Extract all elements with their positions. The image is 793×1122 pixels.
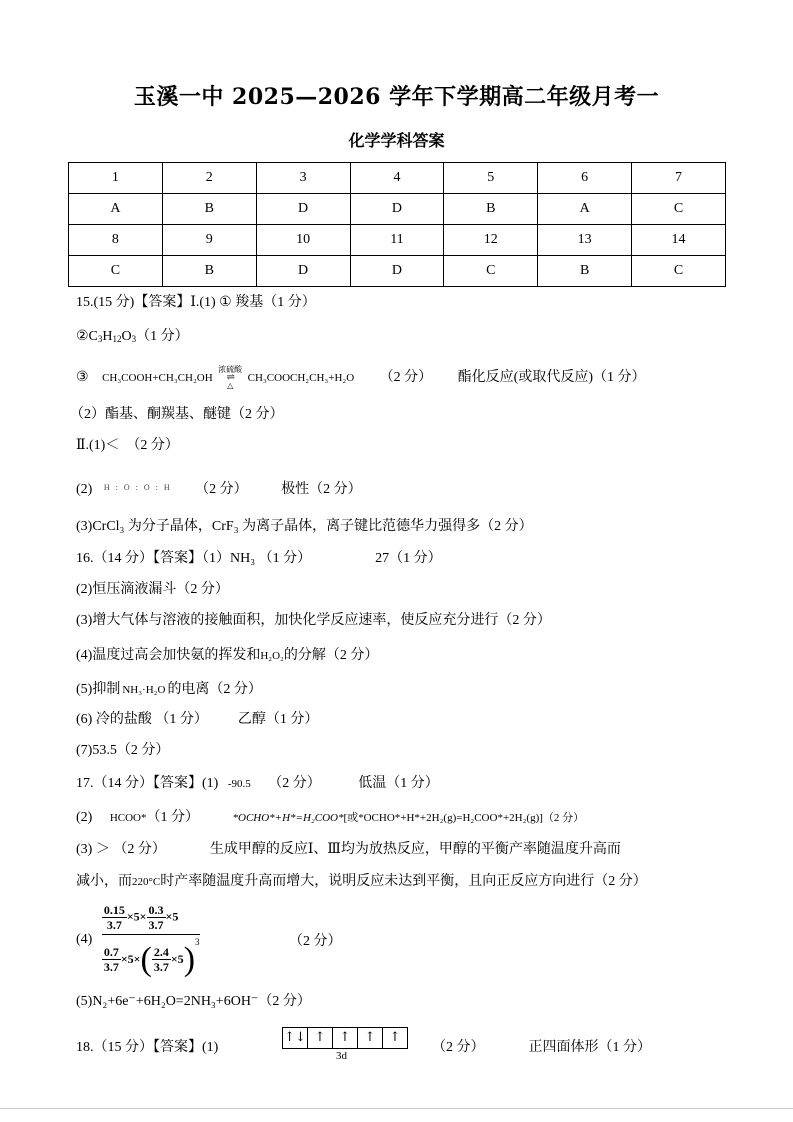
orbital-cell: ↑ (358, 1028, 383, 1048)
page-divider (0, 1108, 793, 1109)
answer-cell: D (350, 194, 444, 225)
q17-line6: (5)N₂+6e⁻+6H₂O=2NH₃+6OH⁻（2 分） (76, 994, 311, 1009)
question-number-cell: 6 (538, 163, 632, 194)
question-number-cell: 10 (256, 225, 350, 256)
answer-cell: B (162, 256, 256, 287)
q15-line7: (3)CrCl₃ 为分子晶体，CrF₃ 为离子晶体，离子键比范德华力强得多（2 分） (76, 519, 533, 534)
answer-cell: D (256, 256, 350, 287)
reaction-condition: 浓硫酸 ⇌ △ (218, 365, 243, 390)
orbital-cell: ↑↓ (283, 1028, 308, 1048)
answer-row (69, 256, 726, 287)
answer-cell: C (632, 194, 726, 225)
q15-line1: 15.(15 分)【答案】Ⅰ.(1) ① 羧基（1 分） (76, 295, 316, 310)
q17-line3: (3) ＞ （2 分） 生成甲醇的反应Ⅰ、Ⅲ均为放热反应，甲醇的平衡产率随温度升高而 (76, 842, 621, 857)
equilibrium-constant-expression: $\frac{0.15}{3.7}$ ×5× $\frac{0.3}{3.7}$ ×5 $\frac{0.7}{3.7}$ ×5×( $\frac{2.4}{3.7}$ ×5)$^3$ (103, 903, 200, 978)
question-number-cell: 4 (350, 163, 444, 194)
question-number-cell: 14 (632, 225, 726, 256)
esterification-equation-right: CH₃COOCH₂CH₃+H₂O (247, 372, 355, 385)
answer-table (68, 162, 726, 287)
q16-line4: (4)温度过高会加快氨的挥发和H₂O₂的分解（2 分） (76, 648, 379, 663)
q16-line2: (2)恒压滴液漏斗（2 分） (76, 582, 229, 597)
q18-line1b: （2 分） 正四面体形（1 分） (432, 1040, 651, 1055)
question-number-cell: 11 (350, 225, 444, 256)
q15-line4: （2）酯基、酮羰基、醚键（2 分） (70, 407, 284, 422)
orbital-label: 3d (336, 1050, 347, 1062)
q15-line3: ③ CH₃COOH+CH₃CH₂OH 浓硫酸 ⇌ △ CH₃COOCH₂CH₃+H₂O （2 分） 酯化反应(或取代反应)（1 分） (76, 365, 646, 390)
question-number-cell: 13 (538, 225, 632, 256)
page-subtitle: 化学学科答案 (348, 131, 445, 150)
q15-line2: $②C_3H_{12}O_3(1$ 分） (76, 329, 189, 344)
answer-cell: D (256, 194, 350, 225)
answer-cell: A (538, 194, 632, 225)
q16-line3: (3)增大气体与溶液的接触面积，加快化学反应速率，使反应充分进行（2 分） (76, 613, 551, 628)
esterification-equation-left: CH₃COOH+CH₃CH₂OH (102, 372, 213, 385)
q18-line1a: 18.（15 分）【答案】(1) (76, 1040, 219, 1055)
q16-line7: (7)53.5（2 分） (76, 743, 170, 758)
answer-cell: D (350, 256, 444, 287)
answer-cell: C (444, 256, 538, 287)
q15-line5: Ⅱ.(1)＜ （2 分） (76, 438, 179, 453)
q15-line6: (2) H : O : O : H （2 分） 极性（2 分） (76, 482, 362, 497)
question-number-cell: 2 (162, 163, 256, 194)
question-number-cell: 1 (69, 163, 163, 194)
question-number-cell: 9 (162, 225, 256, 256)
question-number-cell: 3 (256, 163, 350, 194)
question-number-cell: 7 (632, 163, 726, 194)
answer-row (69, 194, 726, 225)
answer-cell: B (538, 256, 632, 287)
h2o2-lewis-structure: H : O : O : H (103, 483, 172, 492)
q16-line6: (6) 冷的盐酸 （1 分） 乙醇（1 分） (76, 712, 319, 727)
3d-orbital-diagram (282, 1027, 408, 1049)
q17-line4: 减小，而220°C时产率随温度升高而增大，说明反应未达到平衡，且向正反应方向进行（2 分） (76, 874, 647, 889)
answer-cell: B (162, 194, 256, 225)
orbital-cell: ↑ (389, 1030, 401, 1045)
question-number-row (69, 225, 726, 256)
page-title: 玉溪一中 2025—2026 学年下学期高二年级月考一 (133, 84, 660, 110)
question-number-cell: 5 (444, 163, 538, 194)
q17-line5: (4) $\frac{0.15}{3.7}$ ×5× $\frac{0.3}{3.7}$ ×5 $\frac{0.7}{3.7}$ ×5×( $\frac{2.4}{3.7}$ ×5)$^3$ （2 分） (76, 903, 342, 978)
orbital-cell: ↑ (308, 1028, 333, 1048)
question-number-cell: 8 (69, 225, 163, 256)
q16-line5: (5)抑制 NH₃·H₂O 的电离（2 分） (76, 682, 262, 697)
q17-line2: (2) HCOO*（1 分） *OCHO*+H*=H₂COO*[或*OCHO*+H*+2H₂(g)=H₂COO*+2H₂(g)]（2 分） (76, 810, 585, 825)
answer-cell: C (69, 256, 163, 287)
question-number-cell: 12 (444, 225, 538, 256)
q16-line1: 16.（14 分）【答案】（1）NH₃ （1 分） 27（1 分） (76, 551, 442, 566)
question-number-row (69, 163, 726, 194)
answer-cell: B (444, 194, 538, 225)
orbital-cell: ↑ (333, 1028, 358, 1048)
answer-cell: C (632, 256, 726, 287)
answer-cell: A (69, 194, 163, 225)
q17-line1: 17.（14 分）【答案】(1) -90.5 （2 分） 低温（1 分） (76, 776, 439, 791)
